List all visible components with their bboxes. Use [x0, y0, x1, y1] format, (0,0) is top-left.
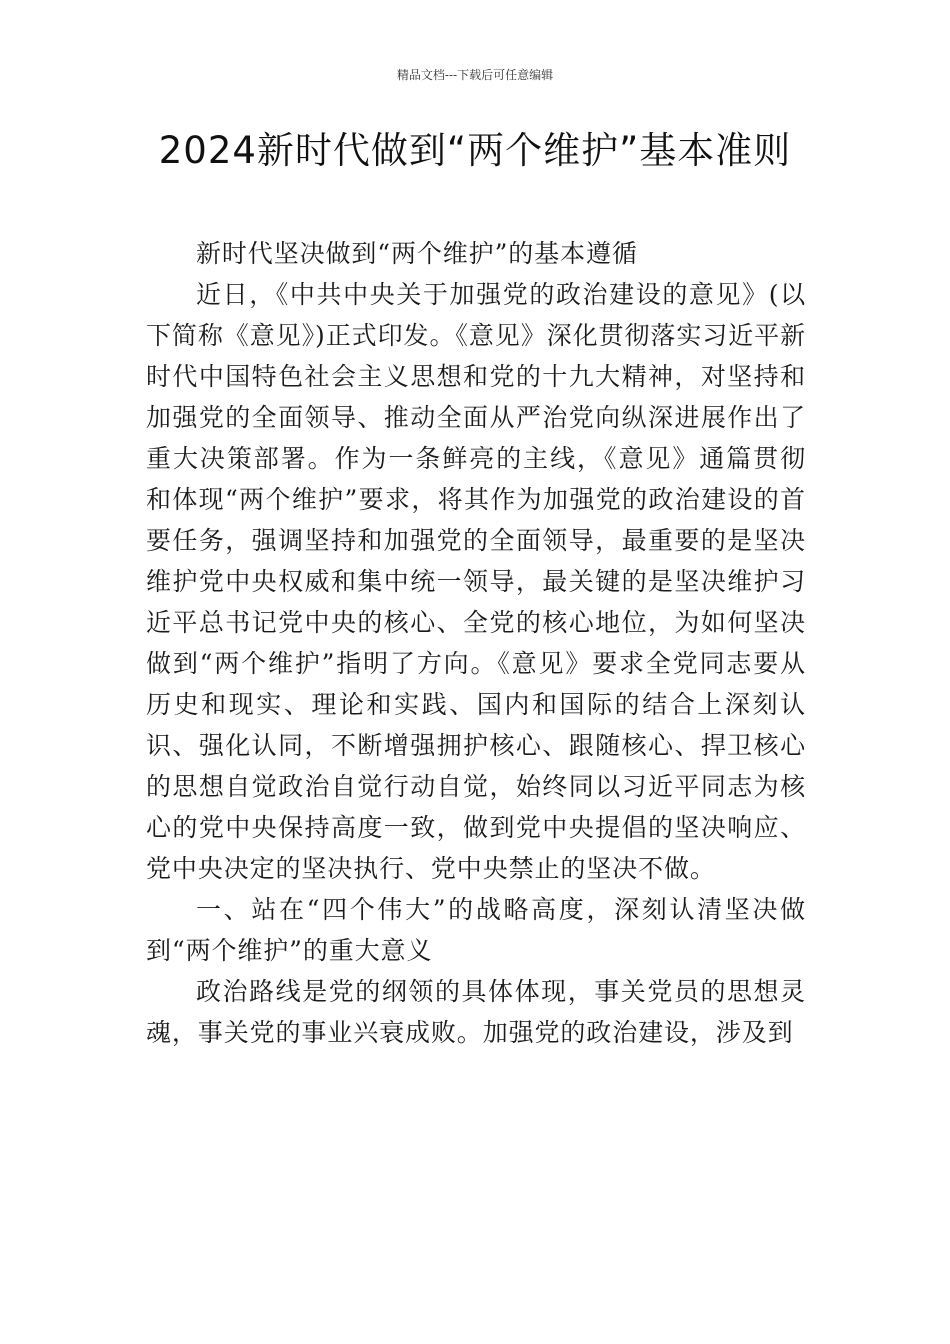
paragraph-intro: 近日，《中共中央关于加强党的政治建设的意见》(以下简称《意见》)正式印发。《意见》深化贯彻落实习近平新时代中国特色社会主义思想和党的十九大精神，对坚持和加强党的全面领导、推动全面从严治党向纵深进展作出了重大决策部署。作为一条鲜亮的主线，《意见》通篇贯彻和体现“两个维护”要求，将其作为加强党的政治建设的首要任务，强调坚持和加强党的全面领导，最重要的是坚决维护党中央权威和集中统一领导，最关键的是坚决维护习近平总书记党中央的核心、全党的核心地位，为如何坚决做到“两个维护”指明了方向。《意见》要求全党同志要从历史和现实、理论和实践、国内和国际的结合上深刻认识、强化认同，不断增强拥护核心、跟随核心、捍卫核心的思想自觉政治自觉行动自觉，始终同以习近平同志为核心的党中央保持高度一致，做到党中央提倡的坚决响应、党中央决定的坚决执行、党中央禁止的坚决不做。 [146, 280, 806, 883]
section-heading-1: 一、站在“四个伟大”的战略高度，深刻认清坚决做到“两个维护”的重大意义 [146, 895, 806, 965]
paragraph-subtitle: 新时代坚决做到“两个维护”的基本遵循 [196, 239, 638, 268]
paragraph-section-1: 政治路线是党的纲领的具体体现，事关党员的思想灵魂，事关党的事业兴衰成败。加强党的政治建设，涉及到 [146, 977, 806, 1047]
document-body [146, 233, 806, 1053]
document-title: 2024新时代做到“两个维护”基本准则 [158, 129, 792, 172]
header-note: 精品文档---下载后可任意编辑 [396, 68, 554, 82]
